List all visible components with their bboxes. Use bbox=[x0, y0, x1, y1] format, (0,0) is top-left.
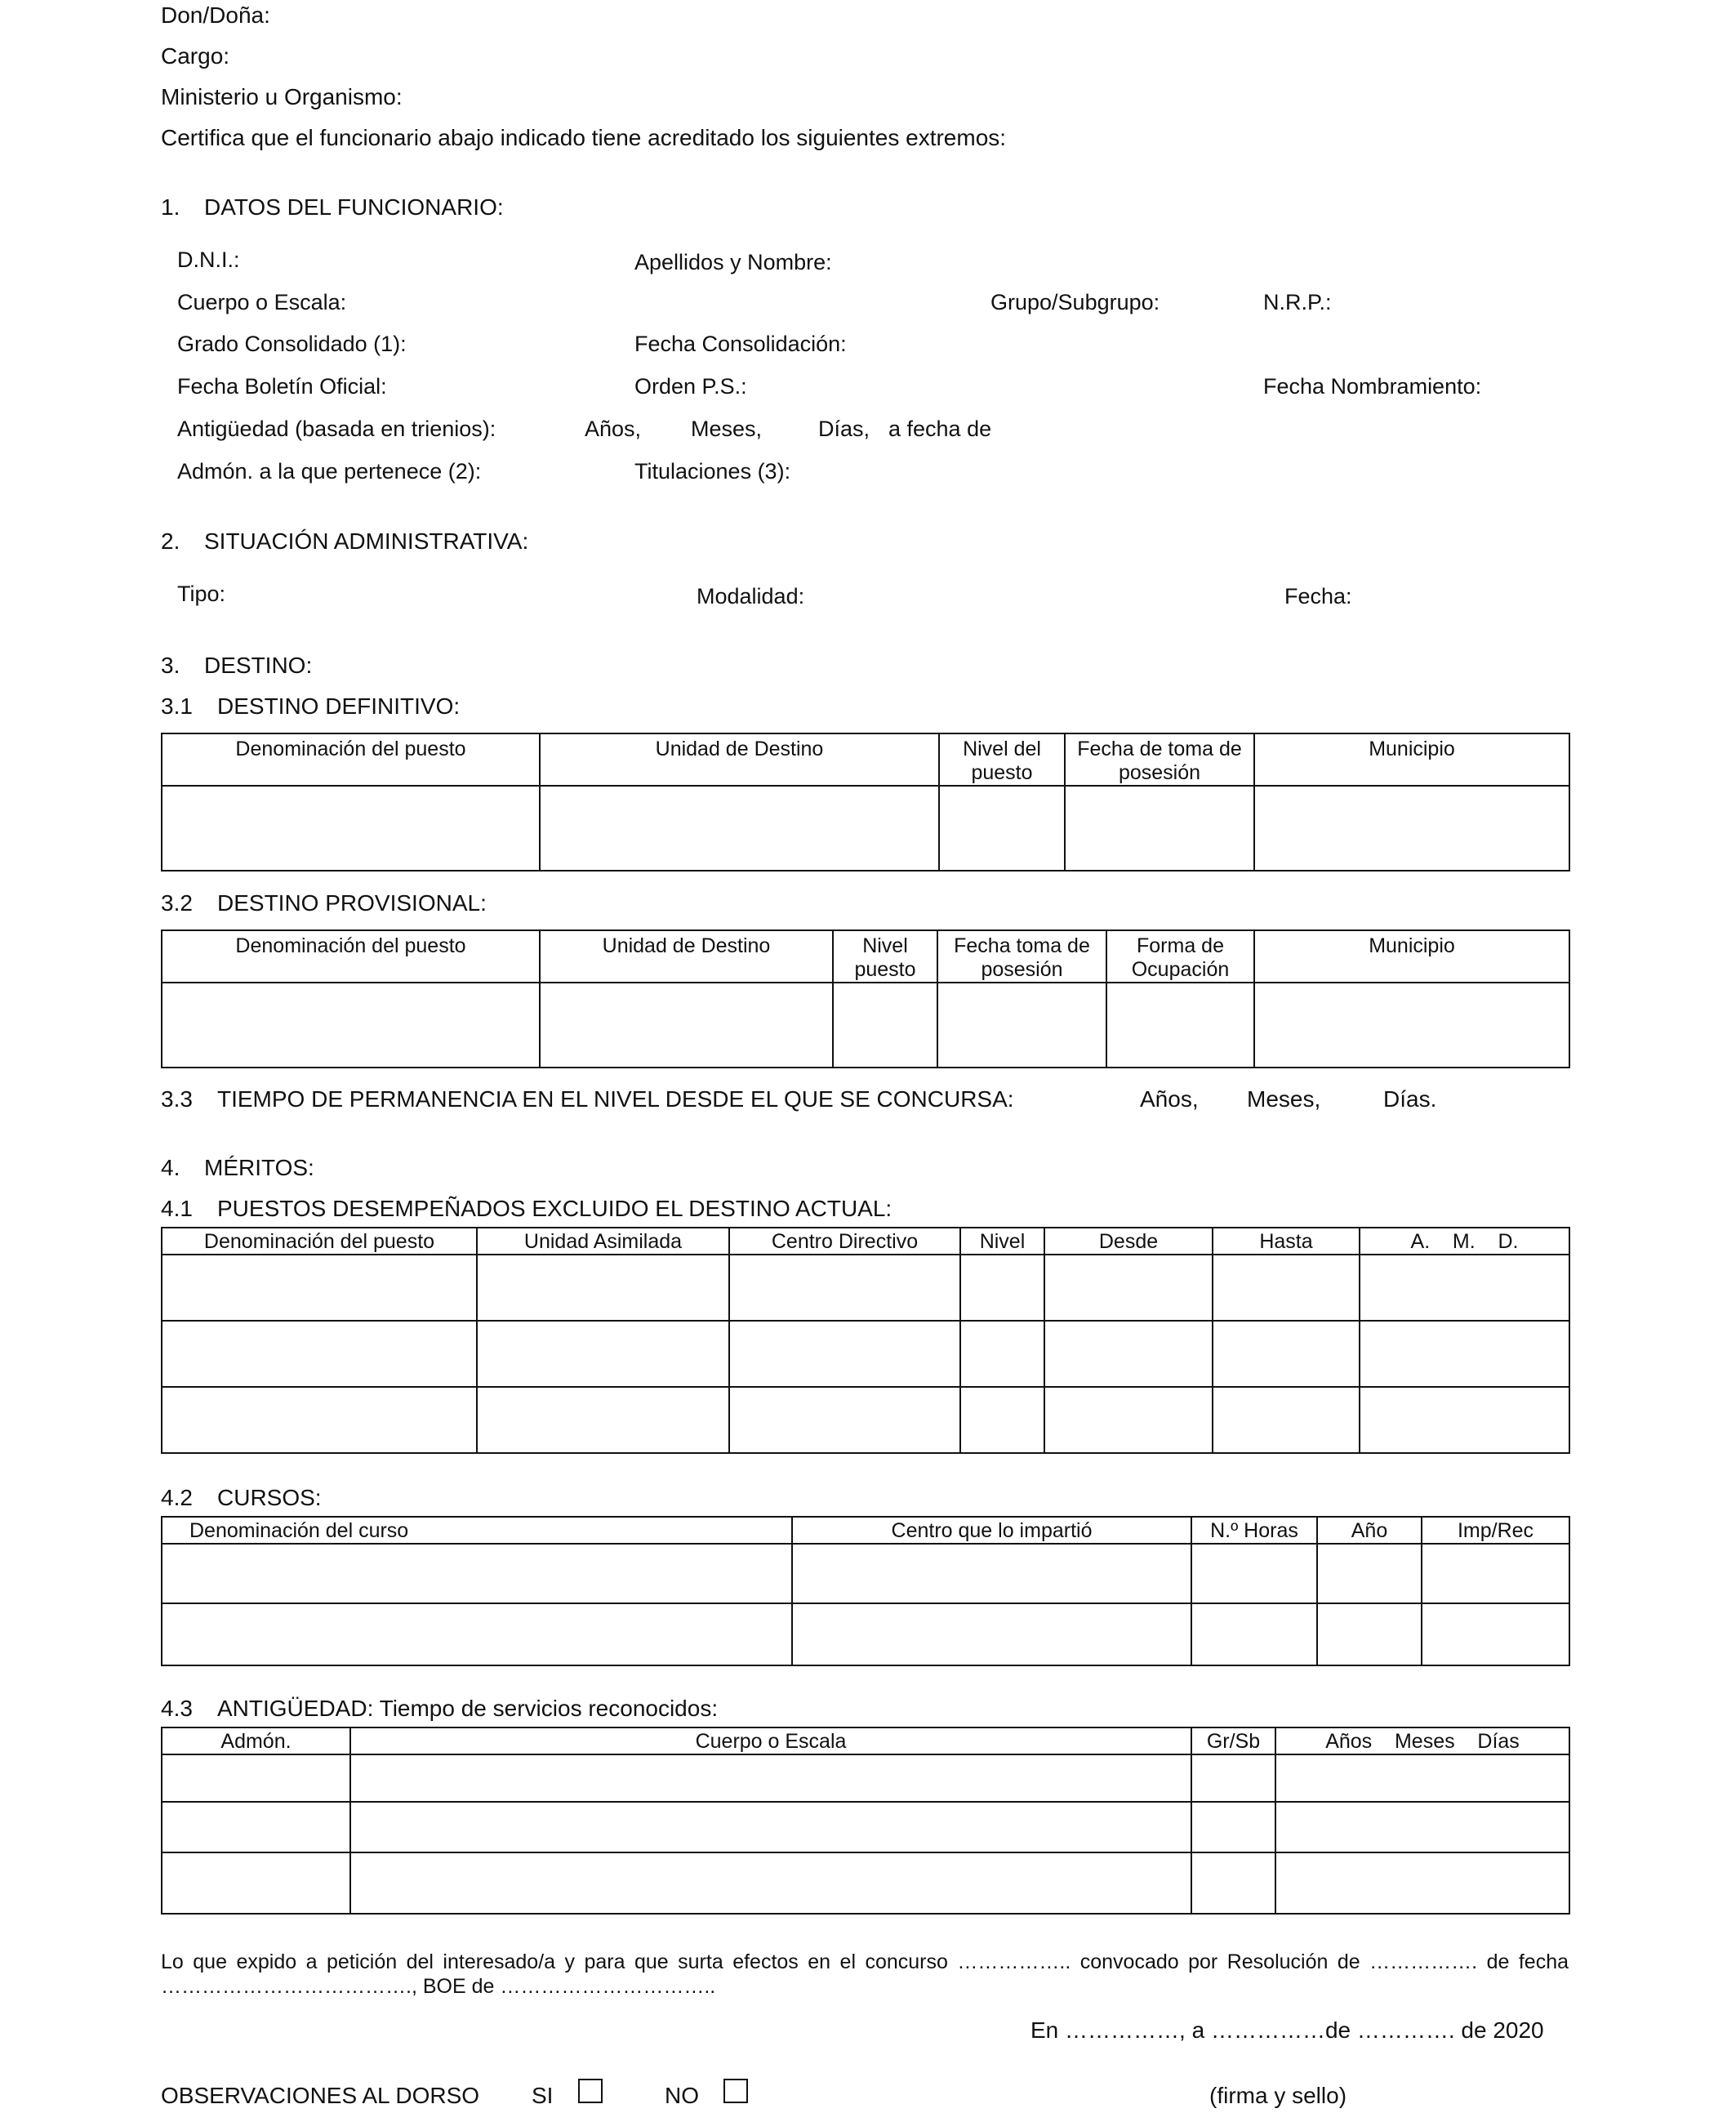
table-header: Municipio bbox=[1254, 930, 1569, 983]
section-4-3-number: 4.3 bbox=[161, 1696, 193, 1721]
section-1-title: DATOS DEL FUNCIONARIO: bbox=[204, 194, 504, 220]
table-cell[interactable] bbox=[540, 786, 939, 871]
section-4-1-title: PUESTOS DESEMPEÑADOS EXCLUIDO EL DESTINO ACTUAL: bbox=[217, 1196, 892, 1221]
table-cell[interactable] bbox=[1191, 1852, 1275, 1914]
table-cell[interactable] bbox=[350, 1802, 1191, 1852]
table-cell[interactable] bbox=[1360, 1387, 1569, 1453]
fecha-consolidacion-label: Fecha Consolidación: bbox=[634, 332, 847, 356]
table-header: Denominación del curso bbox=[162, 1517, 792, 1544]
table-cell[interactable] bbox=[939, 786, 1065, 871]
table-cell[interactable] bbox=[1191, 1754, 1275, 1802]
table-cell[interactable] bbox=[540, 983, 833, 1068]
certifica-text: Certifica que el funcionario abajo indicado tiene acreditado los siguientes extremos: bbox=[161, 125, 1007, 150]
table-header: Hasta bbox=[1213, 1228, 1360, 1255]
table-cell[interactable] bbox=[1044, 1321, 1213, 1387]
table-cell[interactable] bbox=[162, 1852, 350, 1914]
table-cell[interactable] bbox=[729, 1255, 960, 1321]
section-2-number: 2. bbox=[161, 528, 180, 554]
table-cell[interactable] bbox=[1065, 786, 1254, 871]
table-row bbox=[162, 1852, 1569, 1914]
table-header: Cuerpo o Escala bbox=[350, 1727, 1191, 1754]
cursos-table bbox=[161, 1516, 1570, 1666]
titulaciones-label: Titulaciones (3): bbox=[634, 459, 791, 484]
section-3-1-title: DESTINO DEFINITIVO: bbox=[217, 693, 461, 719]
section-3-3-number: 3.3 bbox=[161, 1086, 193, 1112]
section-4-3-title: ANTIGÜEDAD: Tiempo de servicios reconocidos: bbox=[217, 1696, 719, 1721]
table-row bbox=[162, 1387, 1569, 1453]
table-header: A. M. D. bbox=[1360, 1228, 1569, 1255]
table-cell[interactable] bbox=[1254, 786, 1569, 871]
table-cell[interactable] bbox=[1191, 1802, 1275, 1852]
table-cell[interactable] bbox=[1317, 1603, 1422, 1665]
table-header: Nivel puesto bbox=[833, 930, 937, 983]
table-header: Fecha de toma de posesión bbox=[1065, 733, 1254, 786]
table-header: Imp/Rec bbox=[1422, 1517, 1569, 1544]
table-header: Denominación del puesto bbox=[162, 930, 540, 983]
cargo-label: Cargo: bbox=[161, 43, 230, 69]
no-label: NO bbox=[665, 2083, 699, 2108]
table-header: Denominación del puesto bbox=[162, 1228, 477, 1255]
table-cell[interactable] bbox=[792, 1544, 1191, 1603]
table-cell[interactable] bbox=[350, 1852, 1191, 1914]
section-4-title: MÉRITOS: bbox=[204, 1155, 314, 1180]
section-3-2-number: 3.2 bbox=[161, 890, 193, 916]
destino-definitivo-table bbox=[161, 733, 1570, 872]
table-cell[interactable] bbox=[162, 1544, 792, 1603]
table-row bbox=[162, 1603, 1569, 1665]
table-cell[interactable] bbox=[960, 1255, 1044, 1321]
table-row bbox=[162, 1255, 1569, 1321]
tipo-label: Tipo: bbox=[177, 582, 226, 606]
en-fecha-line: En ……………, a ……………de …………. de 2020 bbox=[1030, 2017, 1544, 2043]
table-header: Municipio bbox=[1254, 733, 1569, 786]
dni-label: D.N.I.: bbox=[177, 247, 240, 272]
fecha-label: Fecha: bbox=[1284, 584, 1352, 608]
table-header: Admón. bbox=[162, 1727, 350, 1754]
table-cell[interactable] bbox=[1275, 1852, 1569, 1914]
apellidos-label: Apellidos y Nombre: bbox=[634, 250, 832, 274]
table-cell[interactable] bbox=[1360, 1321, 1569, 1387]
table-cell[interactable] bbox=[1191, 1544, 1317, 1603]
antiguedad-label: Antigüedad (basada en trienios): bbox=[177, 417, 496, 441]
table-row bbox=[162, 1544, 1569, 1603]
section-3-3-title: TIEMPO DE PERMANENCIA EN EL NIVEL DESDE EL QUE SE CONCURSA: bbox=[217, 1086, 1014, 1112]
table-cell[interactable] bbox=[1213, 1255, 1360, 1321]
table-row bbox=[162, 1754, 1569, 1802]
table-cell[interactable] bbox=[1275, 1754, 1569, 1802]
table-header: Nivel del puesto bbox=[939, 733, 1065, 786]
antiguedad-dias: Días, bbox=[818, 417, 870, 441]
permanencia-meses: Meses, bbox=[1247, 1086, 1321, 1112]
table-cell[interactable] bbox=[477, 1321, 729, 1387]
admon-label: Admón. a la que pertenece (2): bbox=[177, 459, 482, 484]
table-cell[interactable] bbox=[477, 1387, 729, 1453]
section-4-number: 4. bbox=[161, 1155, 180, 1180]
section-3-2-title: DESTINO PROVISIONAL: bbox=[217, 890, 487, 916]
modalidad-label: Modalidad: bbox=[697, 584, 805, 608]
permanencia-anos: Años, bbox=[1140, 1086, 1199, 1112]
table-header: Forma de Ocupación bbox=[1106, 930, 1254, 983]
table-header: Unidad de Destino bbox=[540, 733, 939, 786]
table-cell[interactable] bbox=[1044, 1387, 1213, 1453]
table-cell[interactable] bbox=[1422, 1603, 1569, 1665]
table-cell[interactable] bbox=[162, 1754, 350, 1802]
table-cell[interactable] bbox=[1044, 1255, 1213, 1321]
table-cell[interactable] bbox=[960, 1321, 1044, 1387]
destino-provisional-table bbox=[161, 929, 1570, 1068]
table-cell[interactable] bbox=[937, 983, 1106, 1068]
section-3-title: DESTINO: bbox=[204, 653, 313, 678]
table-cell[interactable] bbox=[350, 1754, 1191, 1802]
table-header: Desde bbox=[1044, 1228, 1213, 1255]
firma-sello-label: (firma y sello) bbox=[1209, 2083, 1347, 2108]
grado-consolidado-label: Grado Consolidado (1): bbox=[177, 332, 407, 356]
permanencia-dias: Días. bbox=[1383, 1086, 1437, 1112]
table-cell[interactable] bbox=[960, 1387, 1044, 1453]
table-cell[interactable] bbox=[162, 983, 540, 1068]
antiguedad-servicios-table bbox=[161, 1727, 1570, 1915]
table-cell[interactable] bbox=[162, 786, 540, 871]
don-dona-label: Don/Doña: bbox=[161, 2, 270, 28]
table-cell[interactable] bbox=[1317, 1544, 1422, 1603]
table-row bbox=[162, 983, 1569, 1068]
table-cell[interactable] bbox=[1254, 983, 1569, 1068]
table-cell[interactable] bbox=[162, 1321, 477, 1387]
orden-ps-label: Orden P.S.: bbox=[634, 374, 747, 399]
si-label: SI bbox=[532, 2083, 554, 2108]
section-2-title: SITUACIÓN ADMINISTRATIVA: bbox=[204, 528, 529, 554]
antiguedad-meses: Meses, bbox=[691, 417, 763, 441]
table-header: Denominación del puesto bbox=[162, 733, 540, 786]
table-cell[interactable] bbox=[1360, 1255, 1569, 1321]
section-3-1-number: 3.1 bbox=[161, 693, 193, 719]
grupo-subgrupo-label: Grupo/Subgrupo: bbox=[990, 290, 1160, 314]
table-cell[interactable] bbox=[162, 1255, 477, 1321]
table-row bbox=[162, 786, 1569, 871]
table-header: Unidad Asimilada bbox=[477, 1228, 729, 1255]
section-4-2-number: 4.2 bbox=[161, 1485, 193, 1510]
ministerio-label: Ministerio u Organismo: bbox=[161, 84, 403, 109]
table-cell[interactable] bbox=[729, 1387, 960, 1453]
cuerpo-escala-label: Cuerpo o Escala: bbox=[177, 290, 347, 314]
table-header: Gr/Sb bbox=[1191, 1727, 1275, 1754]
si-checkbox[interactable] bbox=[578, 2079, 603, 2103]
section-3-number: 3. bbox=[161, 653, 180, 678]
table-cell[interactable] bbox=[1213, 1321, 1360, 1387]
puestos-desempenados-table bbox=[161, 1227, 1570, 1454]
section-4-1-number: 4.1 bbox=[161, 1196, 193, 1221]
table-cell[interactable] bbox=[477, 1255, 729, 1321]
table-header: Unidad de Destino bbox=[540, 930, 833, 983]
table-header: Nivel bbox=[960, 1228, 1044, 1255]
no-checkbox[interactable] bbox=[723, 2079, 748, 2103]
table-cell[interactable] bbox=[1422, 1544, 1569, 1603]
table-row bbox=[162, 1321, 1569, 1387]
fecha-nombramiento-label: Fecha Nombramiento: bbox=[1263, 374, 1482, 399]
fecha-boletin-label: Fecha Boletín Oficial: bbox=[177, 374, 387, 399]
table-cell[interactable] bbox=[1106, 983, 1254, 1068]
antiguedad-anos: Años, bbox=[585, 417, 642, 441]
table-header: Años Meses Días bbox=[1275, 1727, 1569, 1754]
table-header: Fecha toma de posesión bbox=[937, 930, 1106, 983]
table-cell[interactable] bbox=[792, 1603, 1191, 1665]
table-header: Año bbox=[1317, 1517, 1422, 1544]
antiguedad-a-fecha: a fecha de bbox=[888, 417, 992, 441]
table-row bbox=[162, 1802, 1569, 1852]
expido-text-line2: ………………………………., BOE de ………………………….. bbox=[161, 1975, 716, 1998]
nrp-label: N.R.P.: bbox=[1263, 290, 1332, 314]
section-4-2-title: CURSOS: bbox=[217, 1485, 322, 1510]
table-cell[interactable] bbox=[162, 1387, 477, 1453]
section-1-number: 1. bbox=[161, 194, 180, 220]
table-header: Centro Directivo bbox=[729, 1228, 960, 1255]
table-cell[interactable] bbox=[729, 1321, 960, 1387]
table-cell[interactable] bbox=[162, 1802, 350, 1852]
table-cell[interactable] bbox=[162, 1603, 792, 1665]
table-cell[interactable] bbox=[1275, 1802, 1569, 1852]
table-header: N.º Horas bbox=[1191, 1517, 1317, 1544]
table-cell[interactable] bbox=[1191, 1603, 1317, 1665]
table-cell[interactable] bbox=[1213, 1387, 1360, 1453]
table-header: Centro que lo impartió bbox=[792, 1517, 1191, 1544]
expido-text-line1: Lo que expido a petición del interesado/a y para que surta efectos en el concurso …………….. convocado por Resolución de ……………. de fecha bbox=[161, 1950, 1569, 1973]
table-cell[interactable] bbox=[833, 983, 937, 1068]
observaciones-label: OBSERVACIONES AL DORSO bbox=[161, 2083, 480, 2108]
